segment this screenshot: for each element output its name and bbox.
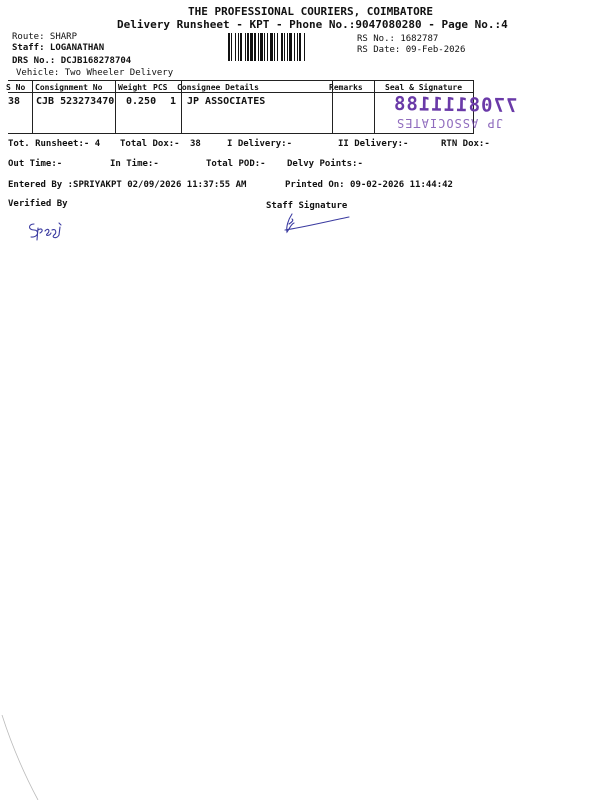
vehicle-label: Vehicle: Two Wheeler Delivery [16,68,174,78]
row-pcs: 1 [170,96,177,107]
barcode-bar [254,33,256,61]
barcode-bar [277,33,278,61]
barcode-bar [287,33,288,61]
col-divider [374,80,375,134]
row-consignment: CJB 523273470 [36,96,115,107]
barcode-bar [260,33,263,61]
staff-label: Staff: LOGANATHAN [12,43,105,53]
tot-runsheet: Tot. Runsheet:- 4 [8,139,101,149]
barcode-bar [240,33,242,61]
header-sno: S No [6,83,26,92]
company-title: THE PROFESSIONAL COURIERS, COIMBATORE [188,5,434,18]
barcode-bar [289,33,292,61]
delvy-points: Delvy Points:- [287,159,363,169]
row-weight: 0.250 [126,96,157,107]
col-divider [115,80,116,134]
barcode-bar [299,33,301,61]
total-pod: Total POD:- [206,159,266,169]
scan-edge-line [0,715,40,800]
barcode-bar [281,33,283,61]
barcode-bar [247,33,249,61]
stamp-number: 7708111188 [392,92,518,118]
staff-signature-label: Staff Signature [266,201,348,211]
barcode-bar [294,33,295,61]
i-delivery: I Delivery:- [227,139,293,149]
barcode-bar [297,33,298,61]
out-time: Out Time:- [8,159,63,169]
barcode-bar [231,33,232,61]
barcode-bar [264,33,265,61]
barcode-bar [270,33,273,61]
rs-date: RS Date: 09-Feb-2026 [357,45,466,55]
stamp-name: JP ASSOCIATES [396,116,503,130]
row-sno: 38 [8,96,21,107]
table-bottom-border [8,133,474,134]
ii-delivery: II Delivery:- [338,139,409,149]
row-consignee: JP ASSOCIATES [187,96,266,107]
barcode-bar [284,33,285,61]
barcode-bar [245,33,246,61]
in-time: In Time:- [110,159,159,169]
barcode-bar [304,33,305,61]
barcode-bar [267,33,268,61]
total-dox-value: 38 [190,139,201,149]
total-dox-label: Total Dox:- [120,139,180,149]
barcode-bar [250,33,253,61]
drs-number: DRS No.: DCJB168278704 [12,56,132,66]
route-label: Route: SHARP [12,32,78,42]
header-weight: Weight [118,83,147,92]
col-divider [32,80,33,134]
staff-signature [280,210,352,236]
header-consignment: Consignment No [35,83,103,92]
barcode [228,33,354,61]
barcode-bar [238,33,239,61]
header-pcs: PCS [153,83,168,92]
table-top-border [8,80,474,81]
barcode-bar [274,33,275,61]
barcode-bar [258,33,259,61]
verified-by-label: Verified By [8,199,68,209]
rs-number: RS No.: 1682787 [357,34,439,44]
header-seal-signature: Seal & Signature [385,83,463,92]
runsheet-subtitle: Delivery Runsheet - KPT - Phone No.:9047080280 - Page No.:4 [117,18,508,31]
header-consignee: Consignee Details [177,83,259,92]
entered-by: Entered By :SPRIYAKPT 02/09/2026 11:37:55 AM [8,180,247,190]
barcode-bar [235,33,236,61]
verified-signature [26,218,76,242]
printed-on: Printed On: 09-02-2026 11:44:42 [285,180,453,190]
header-remarks: Remarks [329,83,363,92]
barcode-bar [228,33,230,61]
rtn-dox: RTN Dox:- [441,139,490,149]
